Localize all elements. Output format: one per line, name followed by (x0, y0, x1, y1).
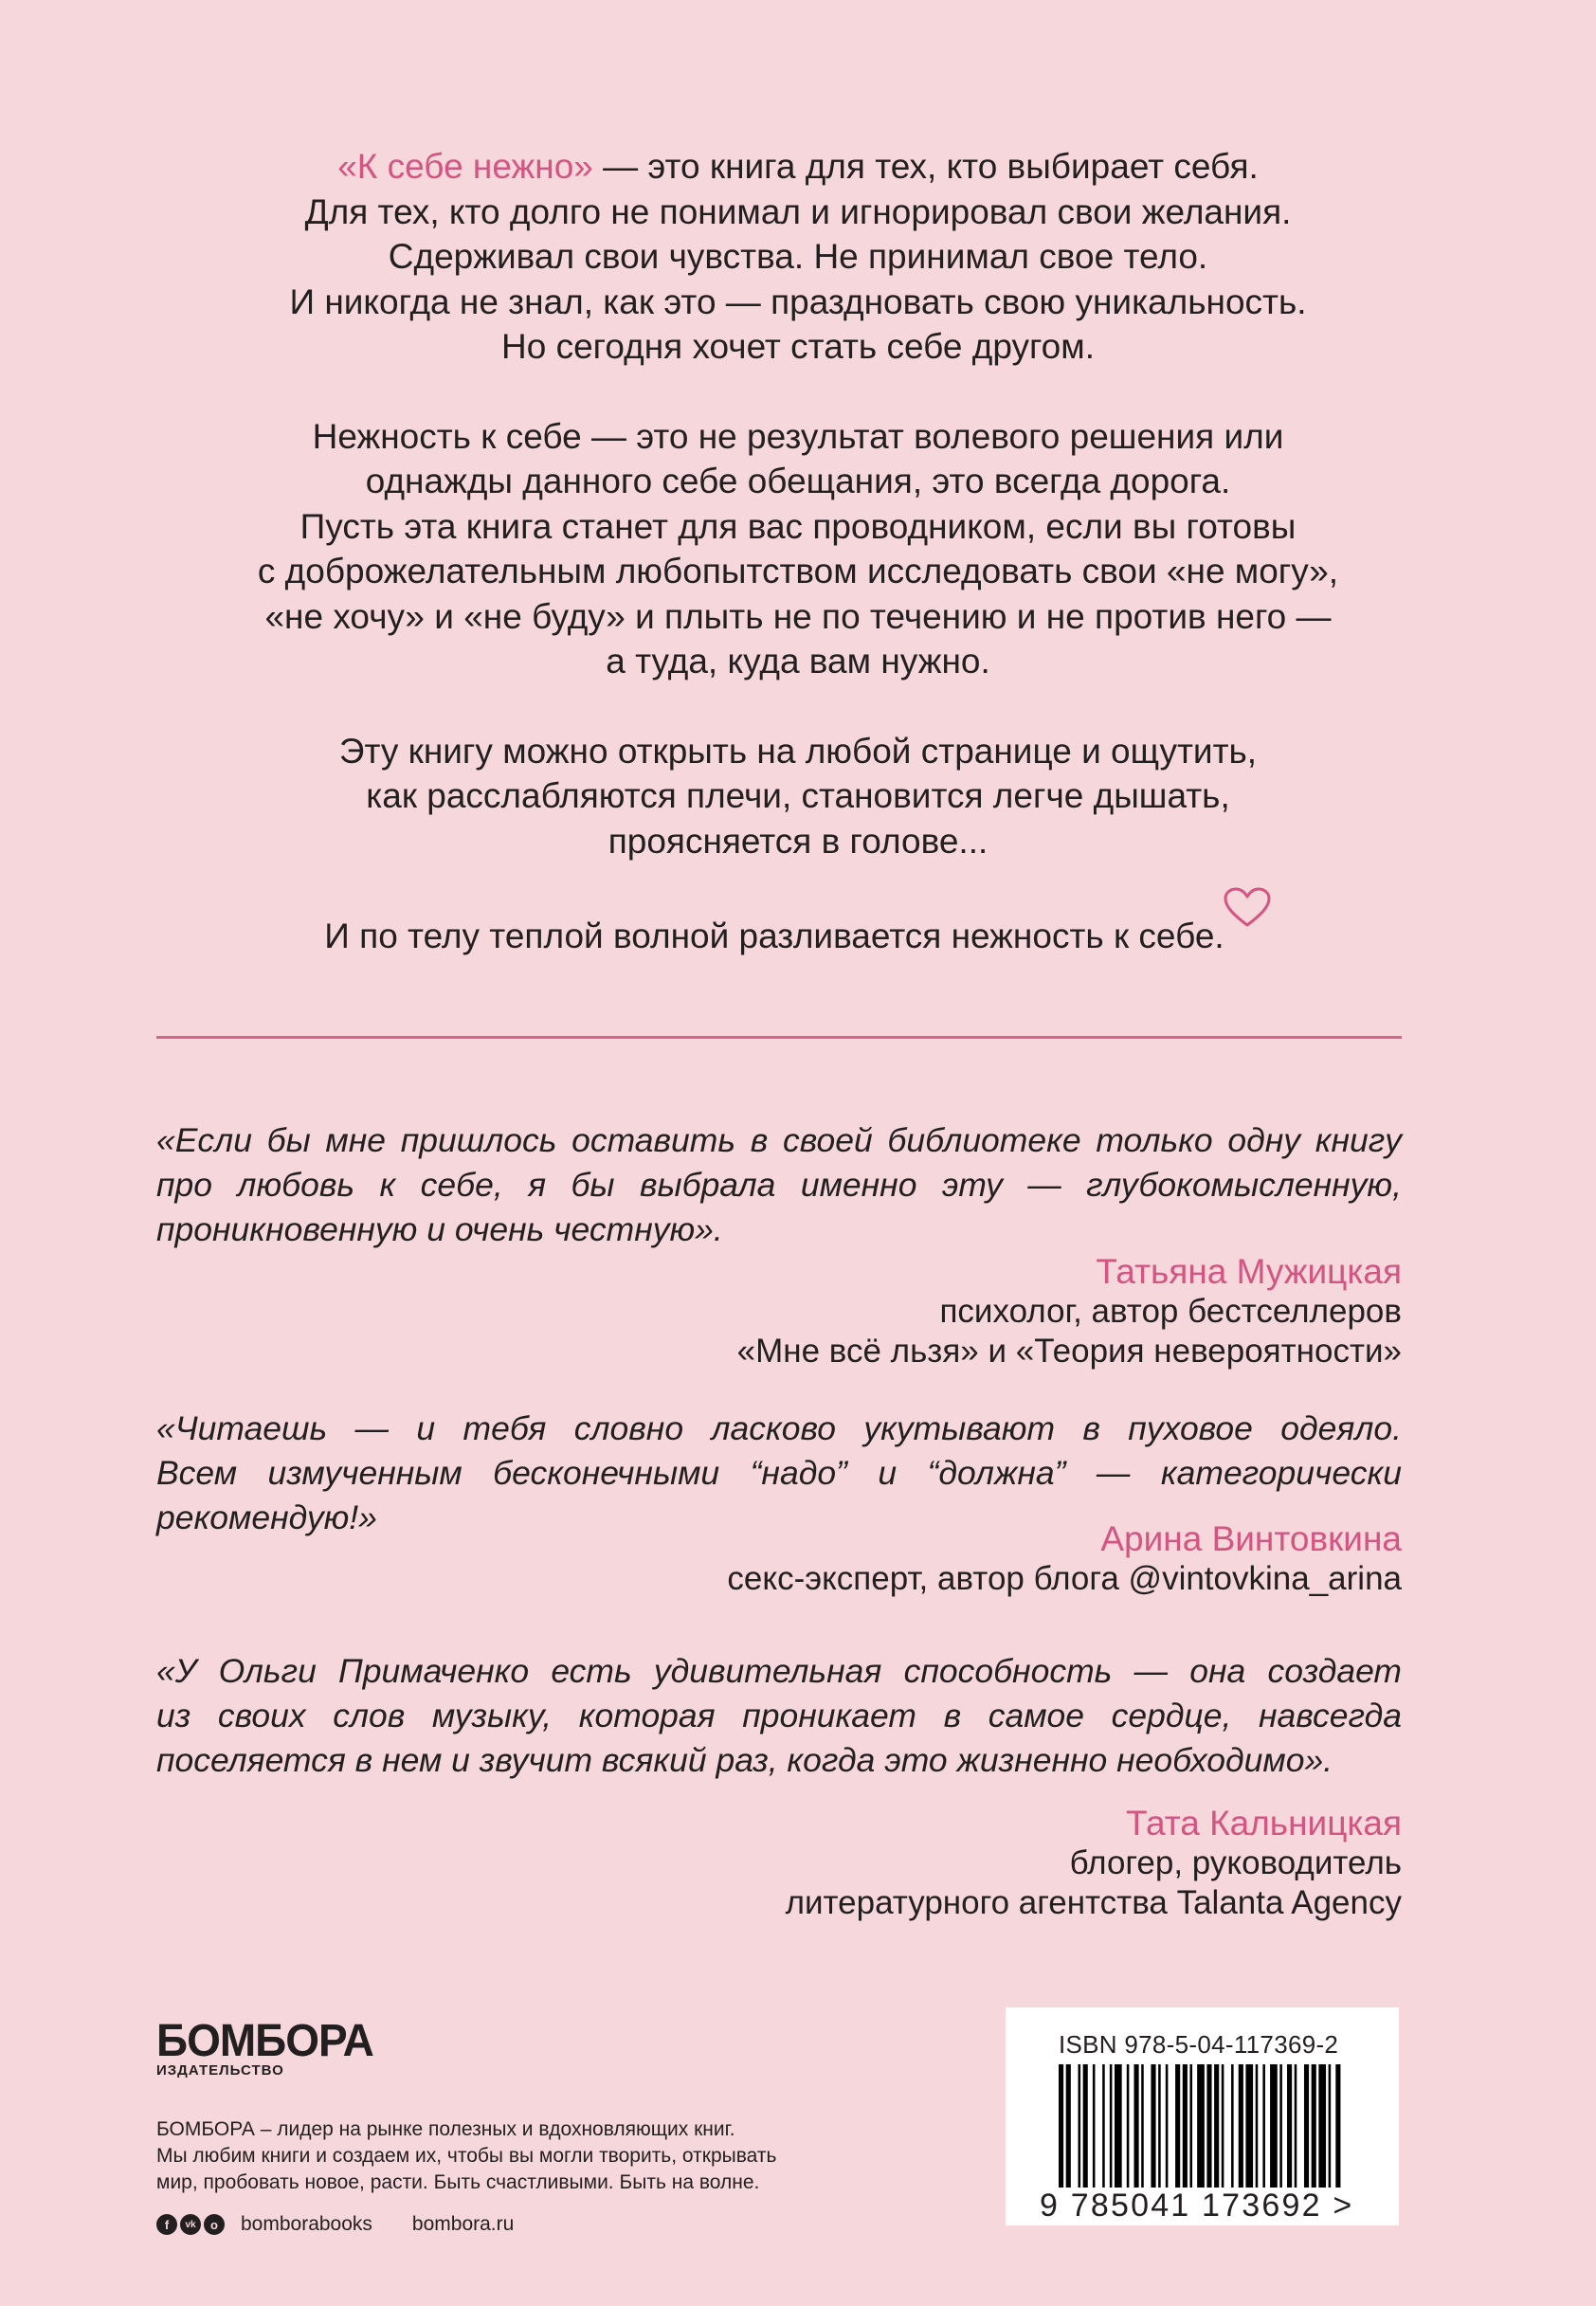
annotation-line: Сдерживал свои чувства. Не принимал свое тело. (388, 237, 1208, 276)
annotation-text: — это книга для тех, кто выбирает себя. (592, 147, 1259, 186)
annotation-line: как расслабляются плечи, становится легче дышать, (366, 776, 1230, 815)
annotation-paragraph-4 (114, 908, 1482, 959)
barcode-bar (1335, 2064, 1340, 2188)
barcode-bar (1214, 2064, 1219, 2188)
social-handle[interactable]: bomborabooks (241, 2213, 372, 2235)
review-attribution (156, 1804, 1402, 1923)
review-line: проникновенную и очень честную». (156, 1210, 723, 1248)
barcode-bar (1183, 2064, 1188, 2188)
annotation-paragraph-1 (114, 144, 1482, 370)
annotation-line: однажды данного себе обещания, это всегда дорога. (365, 462, 1231, 500)
review-line: про любовь к себе, я бы выбрала именно эту — глубокомысленную, (156, 1166, 1402, 1204)
reviewer-name: Тата Кальницкая (1126, 1804, 1402, 1843)
barcode-bar (1115, 2064, 1122, 2188)
section-divider (156, 1036, 1402, 1039)
barcode-bar (1312, 2064, 1316, 2188)
reviewer-role: «Мне всё льзя» и «Теория невероятности» (736, 1333, 1402, 1370)
heart-icon (1223, 887, 1272, 929)
annotation-line: с доброжелательным любопытством исследовать свои «не могу», (257, 552, 1339, 590)
barcode-bar (1093, 2064, 1096, 2188)
annotation-line: «не хочу» и «не буду» и плыть не по течению и не против него — (264, 596, 1332, 636)
reviewer-role: секс-эксперт, автор блога @vintovkina_arina (727, 1560, 1402, 1597)
review-line: «У Ольги Примаченко есть удивительная способность — она создает (156, 1652, 1402, 1690)
facebook-icon[interactable]: f (156, 2214, 177, 2235)
annotation-line: Пусть эта книга станет для вас проводником, если вы готовы (299, 506, 1297, 546)
annotation-line: Для тех, кто долго не понимал и игнорировал свои желания. (304, 191, 1292, 231)
barcode-panel (1006, 2007, 1399, 2225)
publisher-description-line: мир, пробовать новое, расти. Быть счастливыми. Быть на волне. (156, 2171, 760, 2193)
barcode-bar (1245, 2064, 1253, 2188)
review (156, 1407, 1402, 1599)
review-line: рекомендую!» (156, 1498, 377, 1536)
barcode-bar (1295, 2064, 1297, 2188)
annotation-block (114, 144, 1482, 1004)
barcode-bar (1134, 2064, 1138, 2188)
barcode-bar (1189, 2064, 1192, 2188)
publisher-description-line: БОМБОРА – лидер на рынке полезных и вдохновляющих книг. (156, 2118, 735, 2140)
barcode-bar (1262, 2064, 1265, 2188)
reviewer-role: литературного агентства Talanta Agency (785, 1884, 1402, 1921)
annotation-line: Нежность к себе — это не результат волевого решения или (312, 416, 1284, 456)
review (156, 1649, 1402, 1923)
annotation-paragraph-3 (114, 729, 1482, 864)
publisher-logo: БОМБОРА (156, 2013, 373, 2066)
review-line: «Если бы мне пришлось оставить в своей библиотеке только одну книгу (156, 1121, 1402, 1159)
barcode-bars (1059, 2064, 1343, 2188)
barcode-bar (1079, 2064, 1081, 2188)
barcode-bar (1059, 2064, 1063, 2188)
annotation-paragraph-2 (114, 414, 1482, 684)
barcode-bar (1222, 2064, 1224, 2188)
barcode-bar (1287, 2064, 1292, 2188)
website-link[interactable]: bombora.ru (411, 2213, 515, 2235)
annotation-line: а туда, куда вам нужно. (606, 642, 990, 681)
review-attribution (156, 1252, 1402, 1371)
barcode-digits: 9 785041 173692 > (1040, 2188, 1354, 2224)
publisher-block (156, 2013, 877, 2236)
reviewer-role: психолог, автор бестселлеров (939, 1293, 1402, 1330)
barcode-bar (1158, 2064, 1161, 2188)
annotation-line: Эту книгу можно открыть на любой странице и ощутить, (338, 731, 1258, 771)
barcode-bar (1083, 2064, 1088, 2188)
publisher-description (156, 2116, 877, 2196)
review-text (156, 1118, 1402, 1252)
ok-icon[interactable]: o (204, 2214, 225, 2235)
barcode-bar (1329, 2064, 1332, 2188)
barcode-bar (1231, 2064, 1234, 2188)
social-links (156, 2213, 877, 2236)
vk-icon[interactable]: vk (180, 2214, 201, 2235)
annotation-line: И никогда не знал, как это — праздновать свою уникальность. (289, 281, 1307, 321)
book-title: «К себе нежно» (337, 147, 593, 186)
review-line: из своих слов музыку, которая проникает в самое сердце, навсегда (156, 1697, 1402, 1734)
publisher-description-line: Мы любим книги и создаем их, чтобы вы могли творить, открывать (156, 2145, 777, 2167)
barcode-bar (1175, 2064, 1180, 2188)
barcode-bar (1206, 2064, 1211, 2188)
barcode-bar (1141, 2064, 1144, 2188)
reviewer-name: Татьяна Мужицкая (1096, 1252, 1402, 1291)
barcode-bar (1110, 2064, 1113, 2188)
review-line: поселяется в нем и звучит всякий раз, когда это жизненно необходимо». (156, 1741, 1333, 1779)
barcode-bar (1166, 2064, 1169, 2188)
review-line: «Читаешь — и тебя словно ласково укутывают в пуховое одеяло. (156, 1409, 1402, 1447)
barcode-bar (1270, 2064, 1278, 2188)
annotation-closing-line: И по телу теплой волной разливается нежность к себе. (324, 917, 1224, 955)
barcode-bar (1256, 2064, 1259, 2188)
review-text (156, 1649, 1402, 1783)
reviewer-name: Арина Винтовкина (1100, 1519, 1402, 1558)
isbn-number: ISBN 978-5-04-117369-2 (1059, 2030, 1339, 2059)
barcode-bar (1318, 2064, 1326, 2188)
reviewer-role: блогер, руководитель (1069, 1844, 1402, 1881)
barcode-bar (1102, 2064, 1105, 2188)
barcode-bar (1066, 2064, 1071, 2188)
barcode-bar (1239, 2064, 1243, 2188)
barcode-bar (1279, 2064, 1282, 2188)
review-line: Всем измученным бесконечными “надо” и “должна” — категорически (156, 1454, 1402, 1492)
annotation-line: Но сегодня хочет стать себе другом. (501, 327, 1095, 366)
barcode-bar (1151, 2064, 1155, 2188)
review (156, 1118, 1402, 1371)
barcode-bar (1197, 2064, 1205, 2188)
barcode-bar (1304, 2064, 1309, 2188)
publisher-logo-subtitle: ИЗДАТЕЛЬСТВО (156, 2062, 284, 2079)
annotation-line: проясняется в голове... (608, 821, 988, 861)
barcode-bar (1127, 2064, 1130, 2188)
